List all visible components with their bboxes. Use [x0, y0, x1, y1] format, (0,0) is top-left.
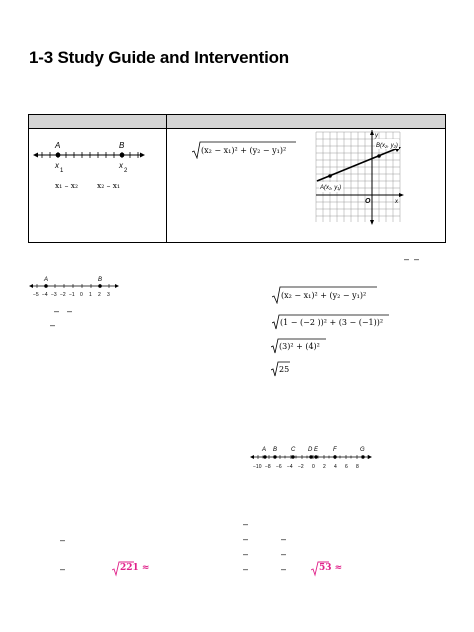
- point-d-dot: [309, 455, 312, 458]
- tick-label: 6: [345, 464, 348, 470]
- tick-label: 2: [98, 292, 101, 298]
- point-a-dot: [263, 455, 266, 458]
- step-text: (1 − (−2 ))² + (3 − (−1))²: [280, 318, 384, 327]
- dash: –: [243, 564, 249, 574]
- point-a-label: A: [55, 141, 61, 150]
- tick-label: −5: [33, 292, 39, 298]
- point-f-dot: [333, 455, 336, 458]
- dash: –: [60, 564, 66, 574]
- x2-subscript: 2: [124, 168, 128, 174]
- table-column-divider: [166, 115, 167, 242]
- y-axis-label: y: [375, 133, 378, 139]
- point-b-label: B: [119, 141, 125, 150]
- dash: –: [281, 549, 287, 559]
- step-text: (3)² + (4)²: [279, 342, 320, 351]
- dash: –: [54, 306, 60, 316]
- tick-label: 0: [80, 292, 83, 298]
- tick-label: −3: [51, 292, 57, 298]
- point-b-label: B: [98, 277, 103, 283]
- tick-label: −10: [253, 464, 262, 470]
- dash: –: [67, 306, 73, 316]
- table-header-row: [29, 115, 445, 129]
- point-b-dot: [377, 154, 381, 158]
- dash: –: [281, 534, 287, 544]
- dash: –: [281, 564, 287, 574]
- x1-subscript: 1: [60, 168, 64, 174]
- dash: –: [243, 534, 249, 544]
- point-a-dot: [56, 153, 61, 158]
- point-label: F: [333, 447, 337, 453]
- tick-label: 4: [334, 464, 337, 470]
- step-text: 25: [279, 365, 290, 374]
- distance-formula-text: (x₂ − x₁)² + (y₂ − y₁)²: [201, 146, 287, 155]
- dash: –: [404, 254, 410, 264]
- tick-label: −4: [287, 464, 293, 470]
- point-c-dot: [291, 455, 294, 458]
- point-label: A: [262, 447, 267, 453]
- example-number-line: [29, 272, 121, 300]
- point-a-label: A(x₁, y₁): [320, 185, 342, 191]
- point-a-label: A: [44, 277, 49, 283]
- tick-label: 8: [356, 464, 359, 470]
- point-label: B: [273, 447, 278, 453]
- tick-label: −1: [69, 292, 75, 298]
- x2-label: x: [119, 161, 123, 170]
- point-b-label: B(x₂, y₂): [376, 143, 398, 149]
- point-label: C: [291, 447, 296, 453]
- dash: –: [50, 320, 56, 330]
- point-b-dot: [273, 455, 276, 458]
- tick-label: −6: [276, 464, 282, 470]
- distance-expr-2: x₂ – x₁: [97, 181, 120, 190]
- tick-label: 3: [107, 292, 110, 298]
- answer-text: 221 ≈: [120, 563, 150, 573]
- point-label: D: [308, 447, 313, 453]
- dash: –: [414, 254, 420, 264]
- answer-text: 53 ≈: [319, 563, 343, 573]
- origin-label: O: [365, 198, 371, 205]
- point-g-dot: [361, 455, 364, 458]
- point-e-dot: [314, 455, 317, 458]
- dash: –: [243, 519, 249, 529]
- point-b-dot: [120, 153, 125, 158]
- tick-label: 1: [89, 292, 92, 298]
- distance-expr-1: x₁ – x₂: [55, 181, 78, 190]
- point-b-dot: [98, 284, 102, 288]
- dash: –: [243, 549, 249, 559]
- exercise-number-line: [250, 443, 374, 473]
- tick-label: −4: [42, 292, 48, 298]
- step-text: (x₂ − x₁)² + (y₂ − y₁)²: [281, 291, 367, 300]
- point-a-dot: [44, 284, 48, 288]
- x-axis-label: x: [395, 199, 398, 205]
- page-title: 1-3 Study Guide and Intervention: [29, 48, 289, 67]
- point-label: G: [360, 447, 365, 453]
- x1-label: x: [55, 161, 59, 170]
- tick-label: −2: [60, 292, 66, 298]
- tick-label: −2: [298, 464, 304, 470]
- tick-label: −8: [265, 464, 271, 470]
- point-a-dot: [328, 174, 332, 178]
- dash: –: [60, 535, 66, 545]
- coordinate-graph: [314, 130, 406, 226]
- tick-label: 2: [323, 464, 326, 470]
- concept-table: [28, 114, 446, 243]
- distance-number-line: [33, 137, 161, 175]
- tick-label: 0: [312, 464, 315, 470]
- point-label: E: [314, 447, 319, 453]
